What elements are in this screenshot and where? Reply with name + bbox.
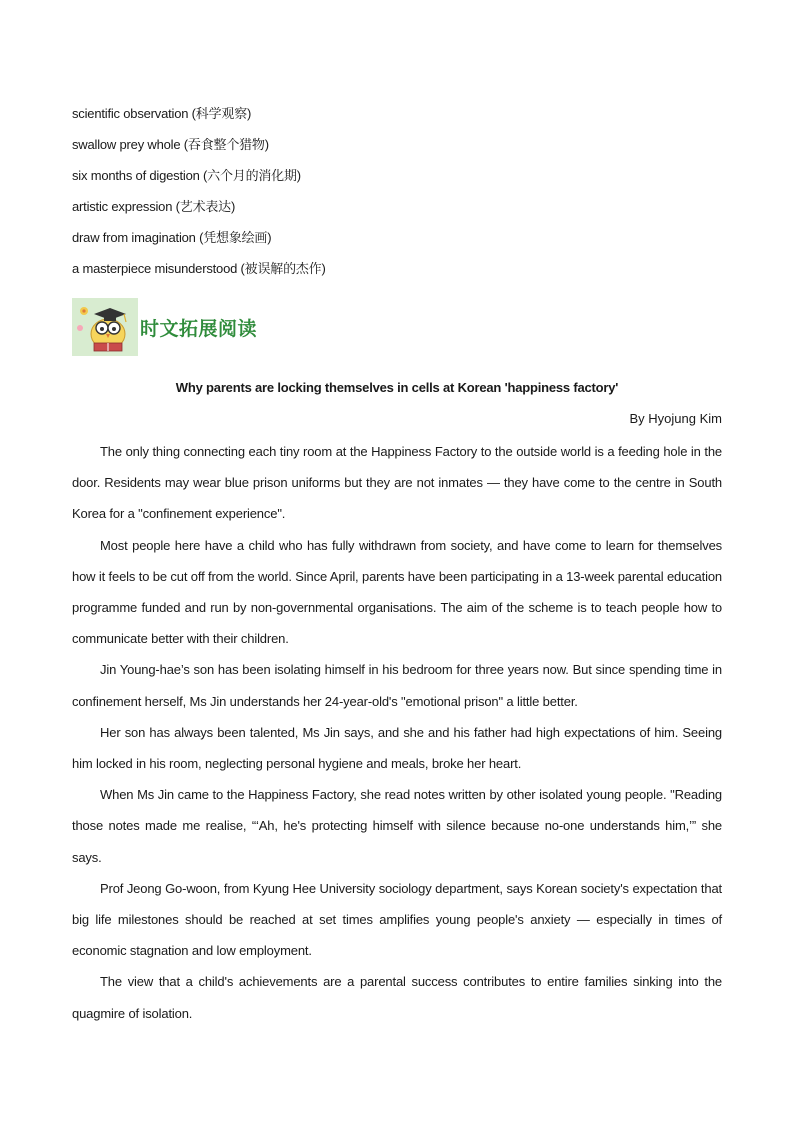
article-title: Why parents are locking themselves in cells at Korean 'happiness factory' — [175, 380, 619, 395]
vocab-item: a masterpiece misunderstood (被误解的杰作) — [72, 261, 326, 276]
document-page — [72, 98, 722, 1029]
section-title: 时文拓展阅读 — [140, 317, 258, 340]
vocab-item: draw from imagination (凭想象绘画) — [72, 230, 272, 245]
vocab-item: artistic expression (艺术表达) — [72, 199, 236, 214]
article-byline: By Hyojung Kim — [629, 411, 722, 426]
article-paragraph: Most people here have a child who has fully withdrawn from society, and have come to learn for themselves how it feels to be cut off from the world. Since April, parents have been participating in a 13-week parental education programme funded and run by non-governmental organisations. The aim of the scheme is to teach people how to communicate better with their children. — [72, 537, 722, 647]
article-body — [72, 436, 722, 1029]
section-banner — [72, 297, 722, 357]
article-paragraph: Prof Jeong Go-woon, from Kyung Hee University sociology department, says Korean society's expectation that big life milestones should be reached at set times amplifies young people's anxiety — especially in times of economic stagnation and low employment. — [72, 880, 722, 959]
article-paragraph: The only thing connecting each tiny room at the Happiness Factory to the outside world is a feeding hole in the door. Residents may wear blue prison uniforms but they are not inmates — they have come to the centre in South Korea for a "confinement experience". — [72, 444, 722, 522]
article-paragraph: The view that a child's achievements are a parental success contributes to entire families sinking into the quagmire of isolation. — [72, 974, 722, 1021]
article-paragraph: Jin Young-hae’s son has been isolating himself in his bedroom for three years now. But since spending time in confinement herself, Ms Jin understands her 24-year-old's "emotional prison" a little better. — [72, 662, 722, 709]
owl-scholar-icon — [72, 298, 138, 356]
vocabulary-list — [72, 98, 722, 284]
vocab-item: six months of digestion (六个月的消化期) — [72, 168, 301, 183]
vocab-item: scientific observation (科学观察) — [72, 106, 252, 121]
article-paragraph: Her son has always been talented, Ms Jin says, and she and his father had high expectations of him. Seeing him locked in his room, neglecting personal hygiene and meals, broke her heart. — [72, 724, 722, 772]
article-paragraph: When Ms Jin came to the Happiness Factory, she read notes written by other isolated young people. "Reading those notes made me realise, “‘Ah, he's protecting himself with silence because no-one understands him,’” she says. — [72, 787, 722, 865]
vocab-item: swallow prey whole (吞食整个猎物) — [72, 137, 269, 152]
